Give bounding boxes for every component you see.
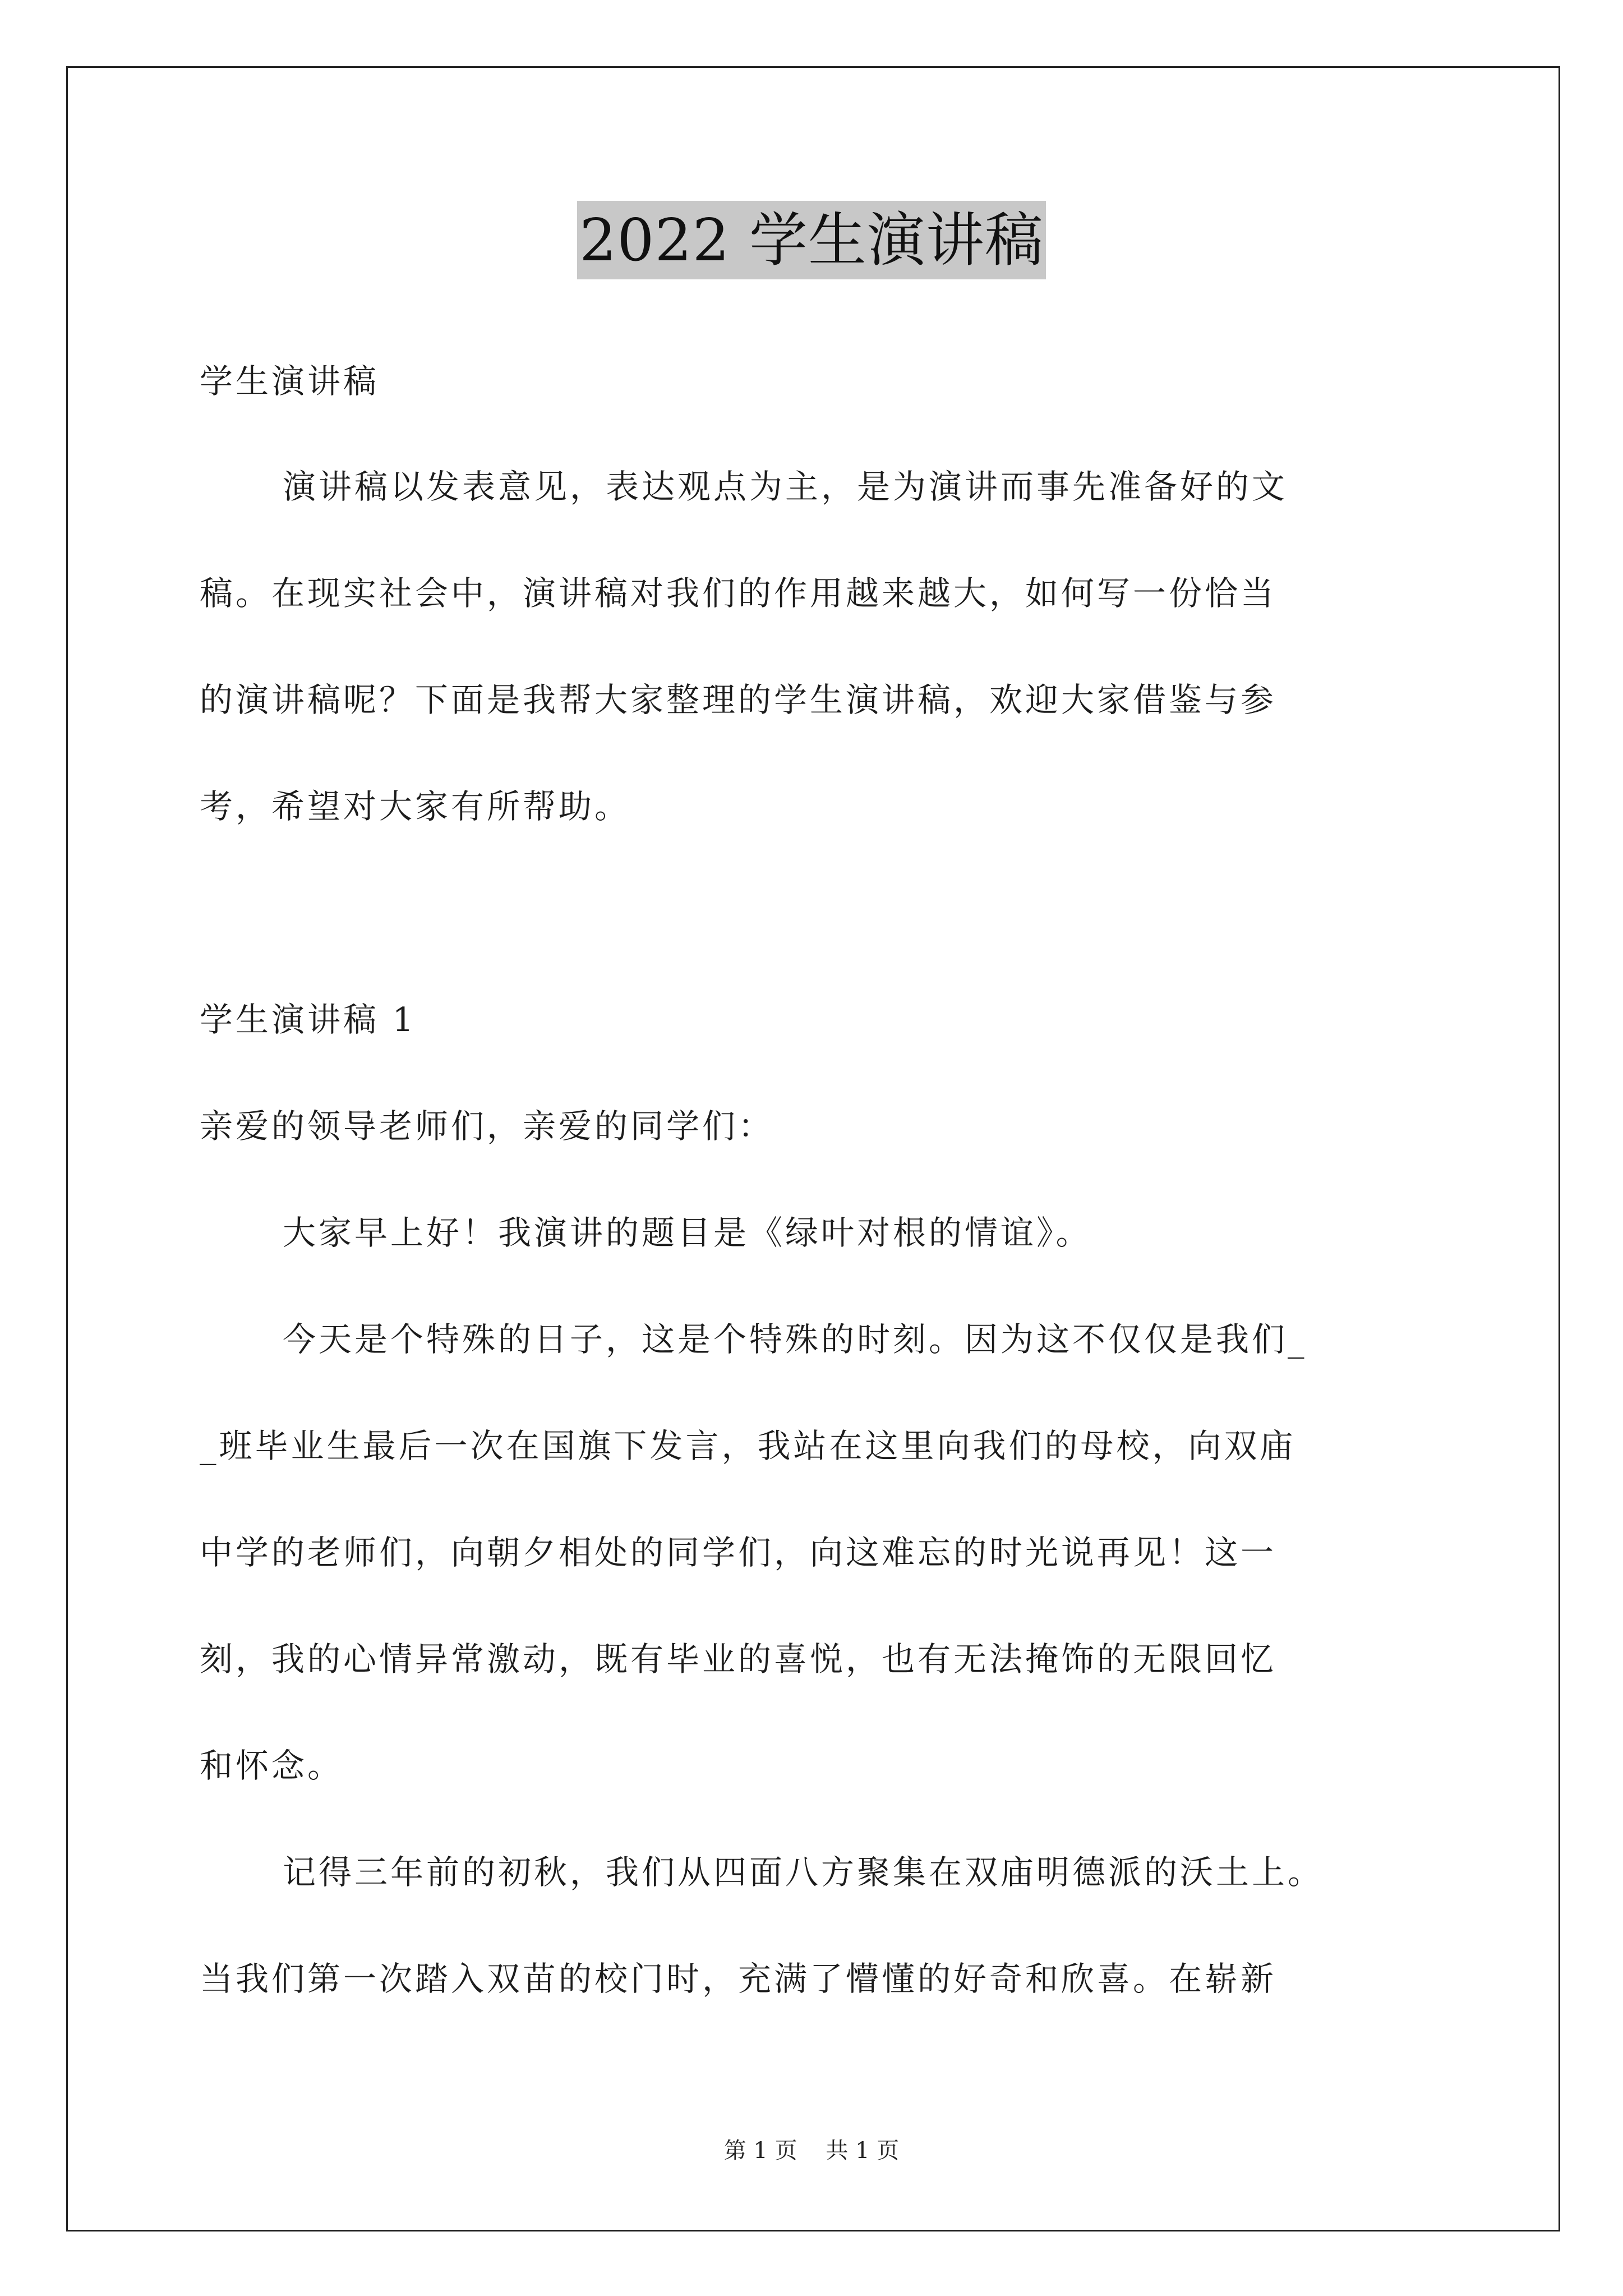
section-heading: 学生演讲稿 [200,362,380,401]
paragraph-line: 的演讲稿呢？下面是我帮大家整理的学生演讲稿，欢迎大家借鉴与参 [200,680,1277,719]
paragraph-line: 中学的老师们，向朝夕相处的同学们，向这难忘的时光说再见！这一 [200,1533,1277,1572]
paragraph-line: 大家早上好！我演讲的题目是《绿叶对根的情谊》。 [283,1213,1092,1252]
section-heading: 学生演讲稿 1 [200,1000,417,1039]
page-footer: 第 1 页 共 1 页 [723,2138,900,2164]
paragraph-line: 和怀念。 [200,1746,344,1785]
paragraph-line: _班毕业生最后一次在国旗下发言，我站在这里向我们的母校，向双庙 [200,1427,1296,1465]
paragraph-line: 记得三年前的初秋，我们从四面八方聚集在双庙明德派的沃土上。 [283,1853,1324,1892]
paragraph-line: 刻，我的心情异常激动，既有毕业的喜悦，也有无法掩饰的无限回忆 [200,1640,1277,1678]
paragraph-line: 今天是个特殊的日子，这是个特殊的时刻。因为这不仅仅是我们_ [283,1320,1307,1359]
paragraph-line: 考，希望对大家有所帮助。 [200,787,631,826]
document-title: 2022 学生演讲稿 [577,201,1046,279]
salutation: 亲爱的领导老师们，亲爱的同学们： [200,1107,774,1145]
title-container [0,201,1623,279]
paragraph-line: 稿。在现实社会中，演讲稿对我们的作用越来越大，如何写一份恰当 [200,574,1277,613]
paragraph-line: 演讲稿以发表意见，表达观点为主，是为演讲而事先准备好的文 [283,467,1288,506]
paragraph-line: 当我们第一次踏入双苗的校门时，充满了懵懂的好奇和欣喜。在崭新 [200,1959,1277,1998]
